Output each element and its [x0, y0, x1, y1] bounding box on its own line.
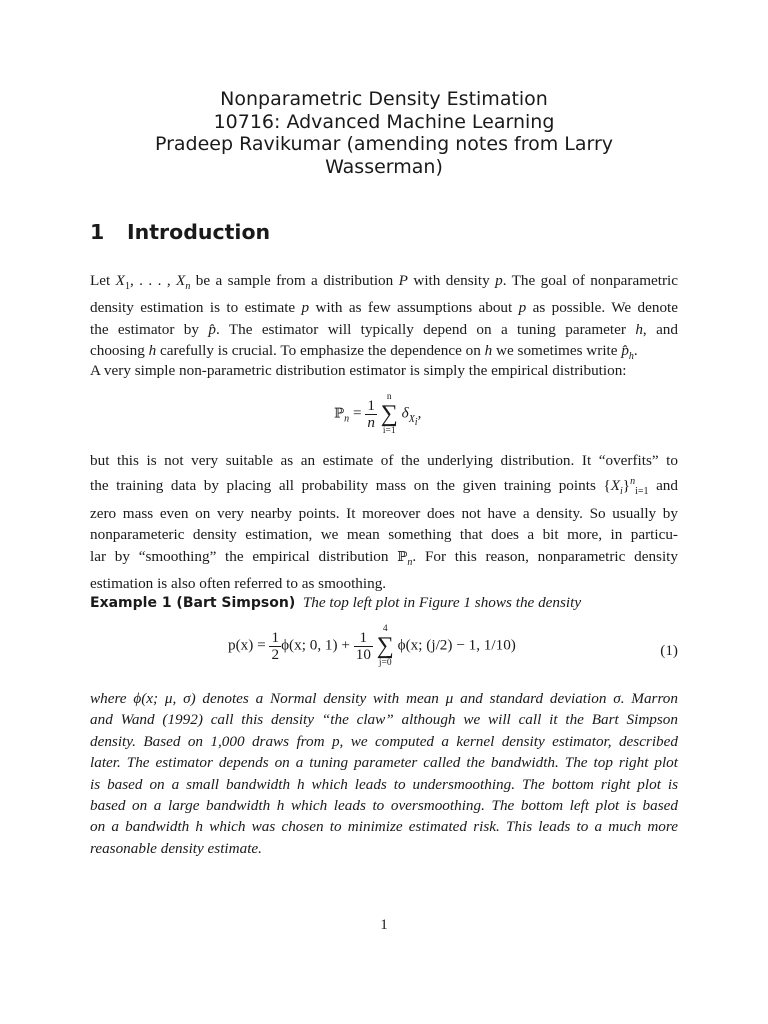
- title-line: Pradeep Ravikumar (amending notes from Larry: [154, 133, 614, 155]
- title-line: 10716: Advanced Machine Learning: [213, 110, 555, 133]
- text-line: is based on a small bandwidth h which leads to undersmoothing. The bottom right plot is: [90, 775, 678, 793]
- text-line: based on a large bandwidth h which leads to oversmoothing. The bottom left plot is based: [90, 797, 678, 815]
- document-title: [90, 88, 678, 178]
- text-line: zero mass even on very nearby points. It moreover does not have a density. So usually by: [90, 504, 678, 522]
- equation-bart-simpson: p(x) = $\frac{1}{2}$ ϕ(x; 0, 1) + $\frac{1}{10}$ 4 ∑ j=0 ϕ(x; (j/2) − 1, 1/10): [228, 624, 516, 668]
- text-line: where ϕ(x; μ, σ) denotes a Normal density with mean μ and standard deviation σ. Marron: [90, 690, 678, 707]
- equation-empirical-distribution: ℙ$_n$ = $\frac{1}{n}$ n ∑ i=1 $\delta_{X_i}$,: [334, 392, 422, 436]
- text-line: the training data by placing all probability mass on the given training points $\{X_i\}^n_{i=1}$ and: [90, 476, 678, 498]
- equation-number: (1): [660, 642, 678, 659]
- paragraph-empirical-intro: [90, 360, 678, 381]
- title-line: Nonparametric Density Estimation: [220, 88, 548, 110]
- paragraph-overfit: [90, 450, 678, 595]
- text-line: A very simple non-parametric distribution estimator is simply the empirical distribution:: [90, 362, 627, 379]
- example-label: Example 1 (Bart Simpson): [90, 595, 296, 611]
- section-heading: [90, 220, 270, 244]
- page-number: 1: [380, 917, 388, 933]
- paragraph-example-body: [90, 688, 678, 859]
- text-line: the estimator by p̂. The estimator will typically depend on a tuning parameter h, and: [90, 320, 678, 338]
- text-line: density estimation is to estimate p with as few assumptions about p as possible. We denote: [90, 299, 678, 317]
- text-line: Let $X_1$, . . . , $X_n$ be a sample from a distribution P with density p. The goal of nonparametric: [90, 272, 679, 293]
- text-line: on a bandwidth h which was chosen to minimize estimated risk. This leads to a much more: [90, 818, 678, 836]
- section-title: Introduction: [127, 220, 271, 244]
- text-line: lar by “smoothing” the empirical distribution ℙ$_n$. For this reason, nonparametric density: [90, 547, 678, 568]
- text-line: reasonable density estimate.: [90, 839, 262, 857]
- paragraph-intro: [90, 270, 678, 368]
- section-number: 1: [90, 220, 105, 244]
- example-heading: [90, 592, 678, 614]
- text-line: nonparameteric density estimation, we mean something that does a bit more, in particu-: [90, 526, 678, 544]
- title-line: Wasserman): [325, 155, 443, 178]
- text-line: density. Based on 1,000 draws from p, we computed a kernel density estimator, described: [90, 732, 678, 750]
- text-line: choosing h carefully is crucial. To emphasize the dependence on h we sometimes write $p̂_h$.: [90, 342, 638, 363]
- text-line: and Wand (1992) call this density “the claw” although we will call it the Bart Simpson: [90, 711, 678, 729]
- text-line: but this is not very suitable as an estimate of the underlying distribution. It “overfits” to: [90, 452, 678, 469]
- text-line: later. The estimator depends on a tuning parameter called the bandwidth. The top right plot: [90, 754, 678, 772]
- text-line: Example 1 (Bart Simpson) The top left plot in Figure 1 shows the density: [90, 594, 582, 611]
- text-line: estimation is also often referred to as smoothing.: [90, 575, 387, 593]
